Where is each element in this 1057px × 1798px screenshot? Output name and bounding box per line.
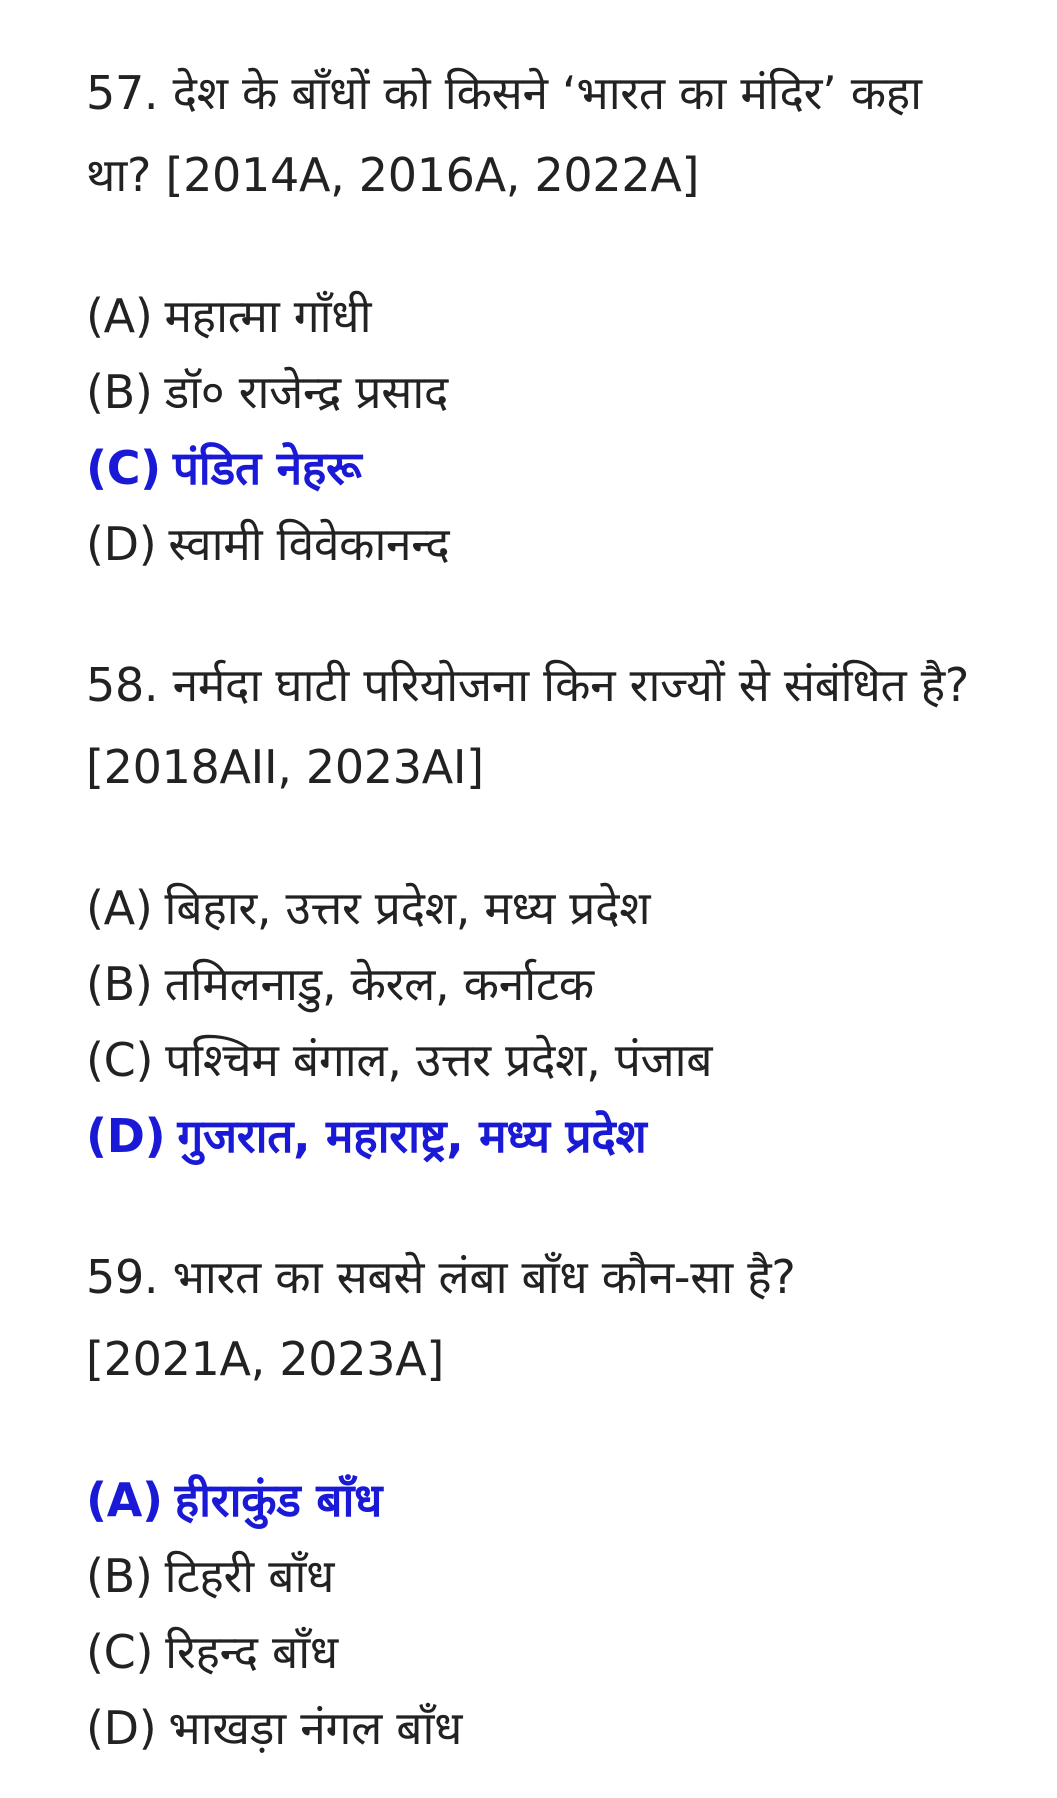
option-b — [86, 946, 997, 1022]
question-text — [86, 1236, 986, 1400]
option-text: भाखड़ा नंगल बाँध — [168, 1701, 463, 1755]
answer-options — [86, 1462, 997, 1766]
option-b — [86, 354, 997, 430]
option-text: पश्चिम बंगाल, उत्तर प्रदेश, पंजाब — [165, 1033, 713, 1087]
option-letter: (C) — [86, 441, 161, 495]
option-text: रिहन्द बाँध — [165, 1625, 338, 1679]
option-letter: (D) — [86, 1109, 166, 1163]
option-a — [86, 278, 997, 354]
option-letter: (B) — [86, 365, 153, 419]
option-letter: (A) — [86, 1473, 163, 1527]
option-letter: (B) — [86, 957, 153, 1011]
question-body: देश के बाँधों को किसने ‘भारत का मंदिर’ कहा था? [2014A, 2016A, 2022A] — [86, 66, 922, 202]
option-c — [86, 1022, 997, 1098]
option-a-correct-answer — [86, 1462, 997, 1538]
option-b — [86, 1538, 997, 1614]
option-text: गुजरात, महाराष्ट्र, मध्य प्रदेश — [177, 1109, 647, 1163]
question-59 — [86, 1236, 997, 1766]
option-d-correct-answer — [86, 1098, 997, 1174]
option-letter: (A) — [86, 289, 153, 343]
option-letter: (D) — [86, 517, 157, 571]
answer-options — [86, 278, 997, 582]
question-number: 59. — [86, 1250, 159, 1304]
option-d — [86, 1690, 997, 1766]
option-text: डॉ० राजेन्द्र प्रसाद — [164, 365, 449, 419]
question-58 — [86, 644, 997, 1174]
option-a — [86, 870, 997, 946]
option-text: स्वामी विवेकानन्द — [168, 517, 450, 571]
question-body: भारत का सबसे लंबा बाँध कौन-सा है? [2021A, 2023A] — [86, 1250, 796, 1386]
answer-options — [86, 870, 997, 1174]
question-number: 57. — [86, 66, 159, 120]
question-number: 58. — [86, 658, 159, 712]
question-57 — [86, 52, 997, 582]
option-c — [86, 1614, 997, 1690]
option-text: टिहरी बाँध — [164, 1549, 335, 1603]
option-c-correct-answer — [86, 430, 997, 506]
option-text: महात्मा गाँधी — [164, 289, 372, 343]
option-text: हीराकुंड बाँध — [174, 1473, 383, 1527]
option-letter: (D) — [86, 1701, 157, 1755]
option-text: बिहार, उत्तर प्रदेश, मध्य प्रदेश — [164, 881, 651, 935]
question-body: नर्मदा घाटी परियोजना किन राज्यों से संबंधित है? [2018AII, 2023AI] — [86, 658, 969, 794]
option-text: तमिलनाडु, केरल, कर्नाटक — [164, 957, 594, 1011]
question-text — [86, 644, 986, 808]
option-text: पंडित नेहरू — [172, 441, 362, 495]
option-letter: (C) — [86, 1033, 154, 1087]
option-d — [86, 506, 997, 582]
option-letter: (A) — [86, 881, 153, 935]
option-letter: (B) — [86, 1549, 153, 1603]
question-text — [86, 52, 986, 216]
option-letter: (C) — [86, 1625, 154, 1679]
